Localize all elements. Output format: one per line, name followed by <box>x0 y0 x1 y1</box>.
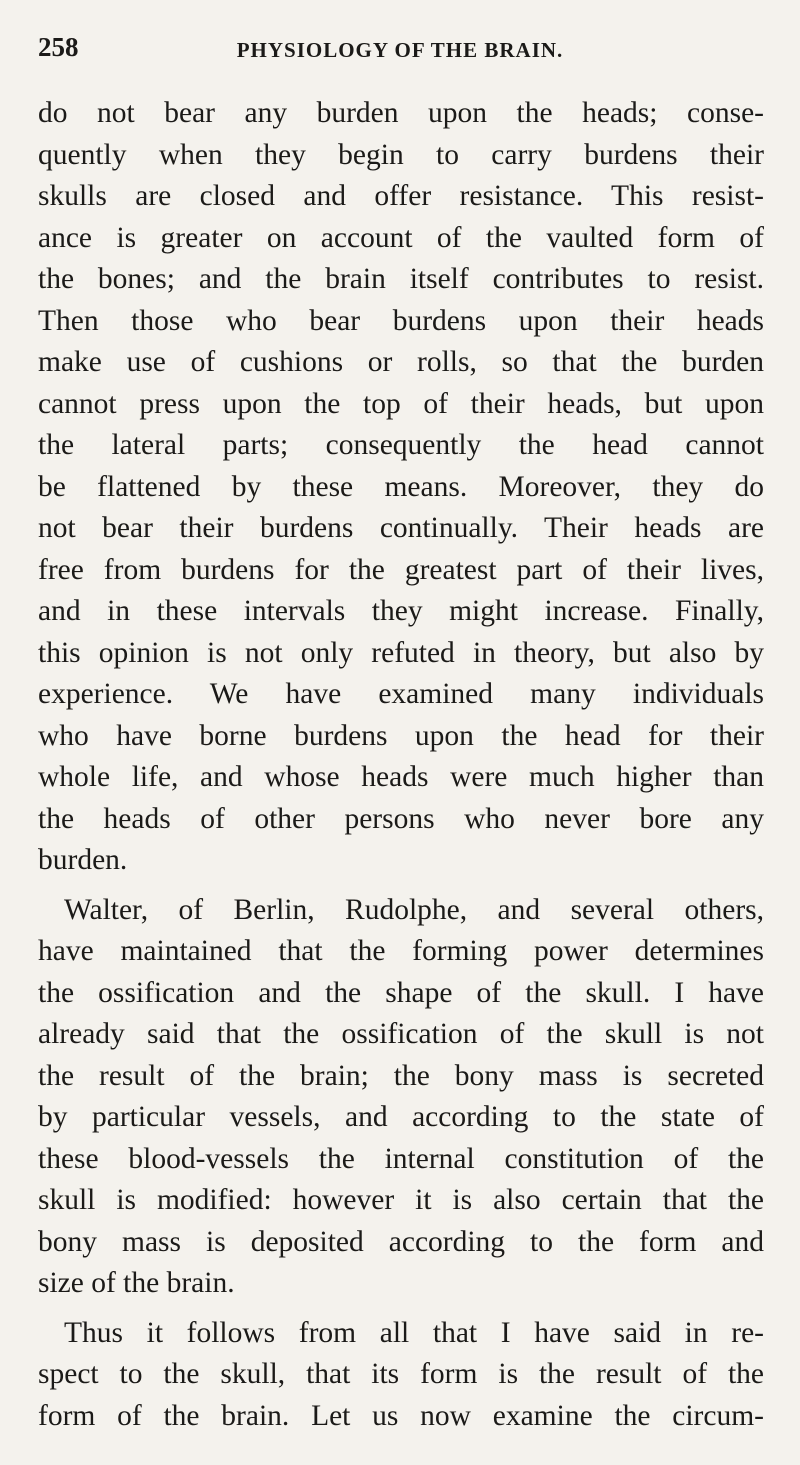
text-line: have maintained that the forming power determines <box>38 935 764 967</box>
text-line: cannot press upon the top of their heads, but upon <box>38 387 764 420</box>
text-line: already said that the ossification of the skull is not <box>38 1018 764 1050</box>
text-line: whole life, and whose heads were much higher than <box>38 761 764 793</box>
text-line: spect to the skull, that its form is the result of the <box>38 1358 764 1390</box>
text-line: experience. We have examined many individuals <box>38 678 764 710</box>
text-line: quently when they begin to carry burdens their <box>38 138 764 171</box>
text-line: and in these intervals they might increase. Finally, <box>38 595 764 627</box>
paragraph-1 <box>38 93 764 882</box>
text-line: form of the brain. Let us now examine the circum- <box>38 1399 764 1432</box>
text-line: size of the brain. <box>38 1267 235 1299</box>
text-line: Thus it follows from all that I have said in re- <box>64 1316 764 1349</box>
text-line: free from burdens for the greatest part of their lives, <box>38 553 764 586</box>
text-line: ance is greater on account of the vaulted form of <box>38 221 764 254</box>
text-line: the bones; and the brain itself contributes to resist. <box>38 263 764 295</box>
body-text <box>38 93 764 1437</box>
paragraph-2 <box>38 890 764 1305</box>
text-line: be flattened by these means. Moreover, they do <box>38 470 764 503</box>
text-line: the heads of other persons who never bore any <box>38 802 764 835</box>
text-line: this opinion is not only refuted in theory, but also by <box>38 636 764 669</box>
text-line: these blood-vessels the internal constitution of the <box>38 1142 764 1175</box>
text-line: by particular vessels, and according to the state of <box>38 1101 764 1133</box>
text-line: Then those who bear burdens upon their heads <box>38 304 764 337</box>
text-line: bony mass is deposited according to the form and <box>38 1225 764 1258</box>
text-line: the lateral parts; consequently the head cannot <box>38 429 764 461</box>
paragraph-3 <box>38 1313 764 1438</box>
text-line: skull is modified: however it is also certain that the <box>38 1184 764 1216</box>
text-line: do not bear any burden upon the heads; conse- <box>38 97 764 129</box>
text-line: burden. <box>38 844 128 876</box>
running-head: PHYSIOLOGY OF THE BRAIN. <box>236 38 564 62</box>
text-line: skulls are closed and offer resistance. This resist- <box>38 180 764 212</box>
page-header <box>38 32 762 72</box>
text-line: the ossification and the shape of the skull. I have <box>38 976 764 1009</box>
page-number: 258 <box>38 32 79 62</box>
text-line: make use of cushions or rolls, so that the burden <box>38 346 764 378</box>
text-line: Walter, of Berlin, Rudolphe, and several others, <box>64 893 764 926</box>
text-line: the result of the brain; the bony mass is secreted <box>38 1059 764 1092</box>
text-line: who have borne burdens upon the head for their <box>38 719 764 752</box>
text-line: not bear their burdens continually. Their heads are <box>38 512 764 544</box>
